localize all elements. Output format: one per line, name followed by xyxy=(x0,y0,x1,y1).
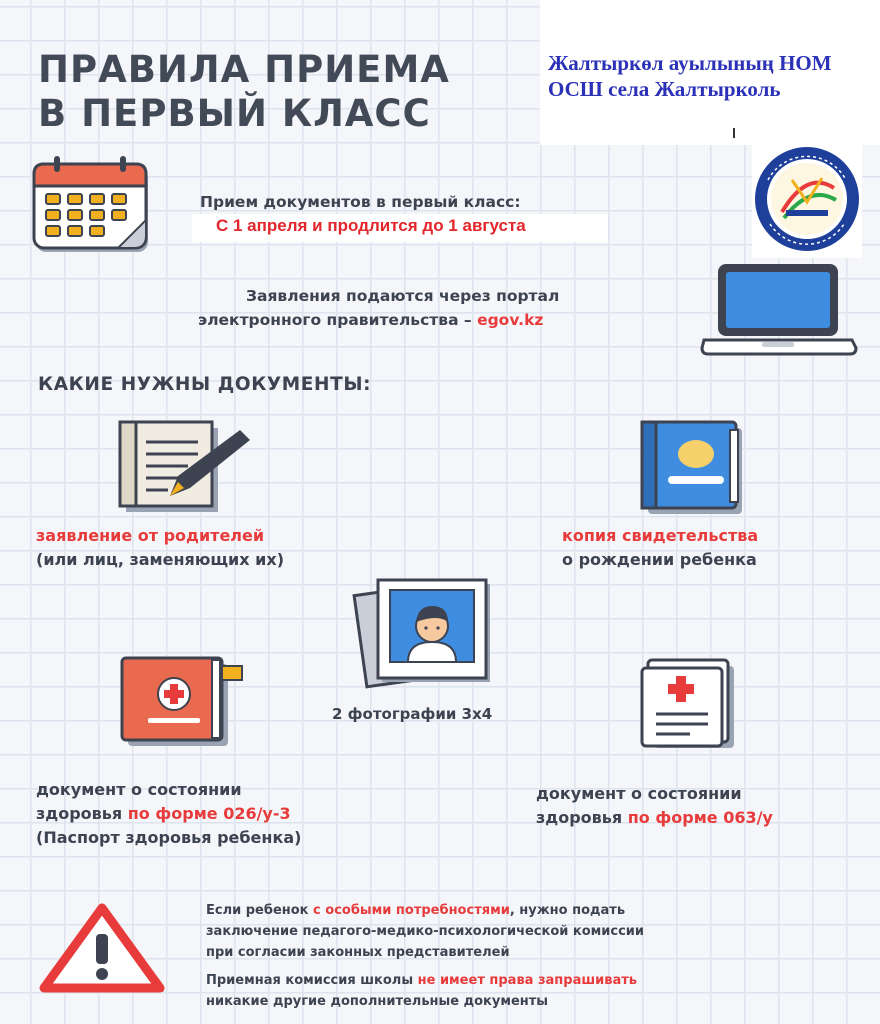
school-name-kz: Жалтыркөл ауылының НОМ xyxy=(548,51,832,75)
application-rest: (или лиц, заменяющих их) xyxy=(36,550,284,569)
health-063-line-1: документ о состоянии xyxy=(536,784,742,803)
commission-highlight: не имеет права запрашивать xyxy=(417,973,638,988)
medical-book-icon xyxy=(120,656,248,748)
commission-prefix: Приемная комиссия школы xyxy=(206,973,418,988)
special-needs-note xyxy=(206,900,644,963)
school-name-ru: ОСШ села Жалтырколь xyxy=(548,77,781,101)
health-063-line-2 xyxy=(536,806,773,830)
divider-mark xyxy=(733,128,735,138)
special-line-1 xyxy=(206,900,644,921)
laptop-icon xyxy=(700,262,860,358)
photo-portrait-icon xyxy=(356,578,496,690)
portal-line-1: Заявления подаются через портал xyxy=(246,287,560,305)
commission-line-2: никакие другие дополнительные документы xyxy=(206,994,549,1009)
page-title xyxy=(38,48,450,136)
title-line-1: ПРАВИЛА ПРИЕМА xyxy=(38,48,450,91)
application-title: заявление от родителей xyxy=(36,526,265,545)
health-063-form: по форме 063/у xyxy=(627,808,773,827)
health-026-prefix: здоровья xyxy=(36,804,128,823)
special-suffix: , нужно подать xyxy=(509,903,626,918)
title-line-2: В ПЕРВЫЙ КЛАСС xyxy=(38,92,431,135)
medical-form-icon xyxy=(640,658,740,750)
health-026-line-2 xyxy=(36,802,291,826)
egov-link[interactable]: egov.kz xyxy=(477,311,544,329)
special-line-3: при согласии законных представителей xyxy=(206,945,510,960)
application-highlight xyxy=(36,524,264,548)
school-logo-emblem xyxy=(752,140,862,258)
portal-line-2 xyxy=(198,308,543,332)
special-line-2: заключение педагого-медико-психологической комиссии xyxy=(206,924,645,939)
document-pen-icon xyxy=(118,420,258,514)
birth-certificate-title: копия свидетельства xyxy=(562,526,759,545)
health-063-prefix: здоровья xyxy=(536,808,628,827)
health-026-line-1: документ о состоянии xyxy=(36,780,242,799)
documents-heading: КАКИЕ НУЖНЫ ДОКУМЕНТЫ: xyxy=(38,374,372,395)
photos-label: 2 фотографии 3х4 xyxy=(332,705,493,723)
school-name xyxy=(548,50,832,102)
birth-certificate-highlight xyxy=(562,524,758,548)
birth-certificate-rest: о рождении ребенка xyxy=(562,550,757,569)
intake-dates: С 1 апреля и продлится до 1 августа xyxy=(192,214,608,242)
health-026-line-3: (Паспорт здоровья ребенка) xyxy=(36,828,302,847)
portal-line-2-prefix: электронного правительства – xyxy=(198,311,478,329)
certificate-book-icon xyxy=(640,420,750,516)
commission-note xyxy=(206,970,637,1012)
intake-label: Прием документов в первый класс: xyxy=(200,193,521,211)
calendar-icon xyxy=(32,160,152,256)
special-prefix: Если ребенок xyxy=(206,903,314,918)
commission-line-1 xyxy=(206,970,637,991)
special-highlight: с особыми потребностями xyxy=(313,903,510,918)
warning-icon xyxy=(38,906,168,996)
health-026-form: по форме 026/у-3 xyxy=(127,804,291,823)
